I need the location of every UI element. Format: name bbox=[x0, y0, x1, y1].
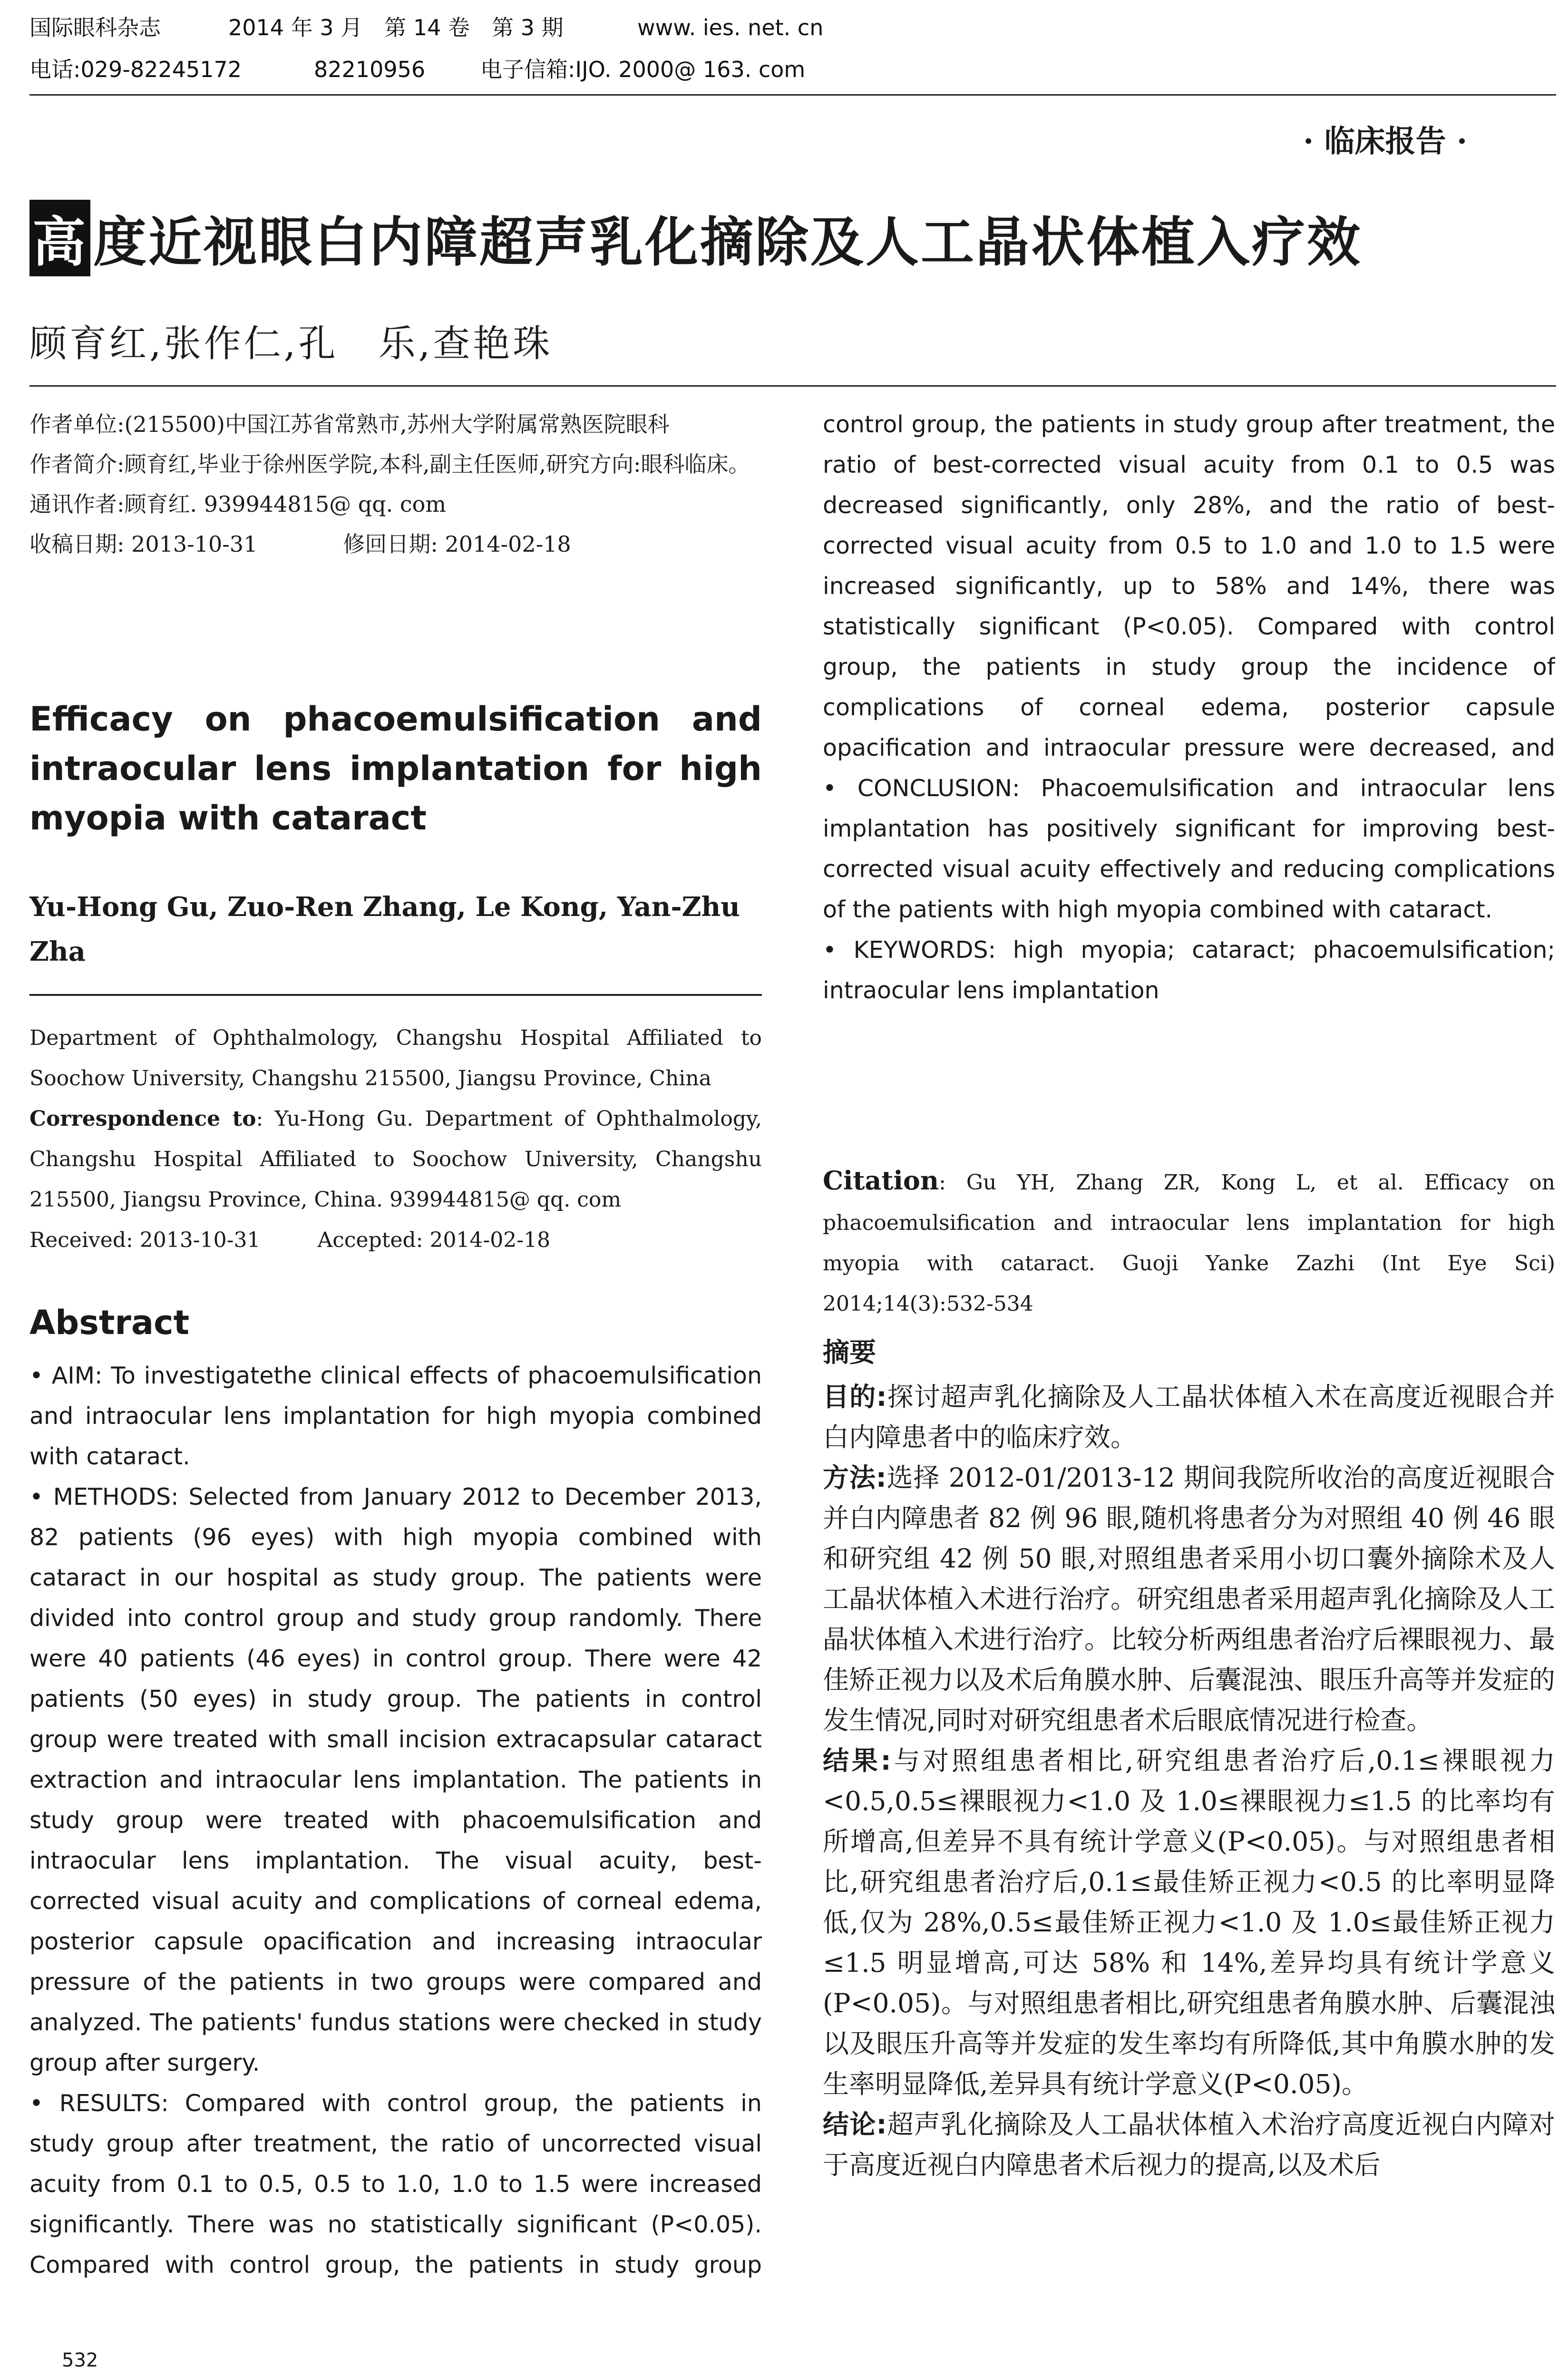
affiliation-correspondence bbox=[29, 1099, 762, 1220]
meta-dates bbox=[29, 524, 762, 564]
abstract-keywords bbox=[823, 930, 1555, 1011]
author-meta bbox=[29, 404, 762, 564]
methods-label: • METHODS: bbox=[29, 1483, 179, 1510]
abstract-results-continued bbox=[823, 404, 1555, 768]
journal-website[interactable]: www. ies. net. cn bbox=[637, 15, 824, 40]
cn-aim-label: 目的: bbox=[823, 1382, 887, 1412]
abstract-results bbox=[29, 2083, 762, 2285]
citation-text: : Gu YH, Zhang ZR, Kong L, et al. Efficacy on phacoemulsification and intraocular lens implantation for high myopia with cataract. Guoji Yanke Zazhi (Int Eye Sci) 2014;14(3):532-534 bbox=[823, 1170, 1555, 1316]
authors-rule bbox=[29, 994, 762, 996]
cn-conclusion bbox=[823, 2104, 1555, 2185]
journal-email[interactable]: 电子信箱:IJO. 2000@ 163. com bbox=[480, 57, 806, 82]
english-title: Efficacy on phacoemulsification and intraocular lens implantation for high myopia with cataract bbox=[29, 700, 762, 838]
en-accepted: Accepted: 2014-02-18 bbox=[317, 1228, 551, 1252]
title-drop-cap: 高 bbox=[29, 200, 90, 276]
meta-intro: 作者简介:顾育红,毕业于徐州医学院,本科,副主任医师,研究方向:眼科临床。 bbox=[29, 451, 750, 477]
journal-issue: 2014 年 3 月 第 14 卷 第 3 期 bbox=[228, 15, 564, 40]
cn-conclusion-label: 结论: bbox=[823, 2109, 887, 2140]
abstract-right bbox=[823, 404, 1555, 1011]
affiliation-dates bbox=[29, 1220, 762, 1260]
abstract-methods bbox=[29, 1477, 762, 2083]
en-received: Received: 2013-10-31 bbox=[29, 1228, 261, 1252]
meta-received: 收稿日期: 2013-10-31 bbox=[29, 531, 258, 557]
cn-results-text: 与对照组患者相比,研究组患者治疗后,0.1≤裸眼视力<0.5,0.5≤裸眼视力<1.0 及 1.0≤裸眼视力≤1.5 的比率均有所增高,但差异不具有统计学意义(P<0.05)。与对照组患者相比,研究组患者治疗后,0.1≤最佳矫正视力<0.5 的比率明显降低,仅为 28%,0.5≤最佳矫正视力<1.0 及 1.0≤最佳矫正视力≤1.5 明显增高,可达 58% 和 14%,差异均具有统计学意义(P<0.05)。与对照组患者相比,研究组患者角膜水肿、后囊混浊以及眼压升高等并发症的发生率均有所降低,其中角膜水肿的发生率明显降低,差异具有统计学意义(P<0.05)。 bbox=[823, 1745, 1555, 2099]
journal-name: 国际眼科杂志 bbox=[29, 15, 161, 40]
cn-abstract-heading: 摘要 bbox=[823, 1337, 876, 1368]
results-text: Compared with control group, the patients in study group after treatment, the ratio of uncorrected visual acuity from 0.1 to 0.5, 0.5 to 1.0, 1.0 to 1.5 were increased significantly. There was no statistically significant (P<0.05). Compared with control group, the patients in study group bbox=[29, 2090, 762, 2279]
abstract-left bbox=[29, 1355, 762, 2285]
journal-phone: 电话:029-82245172 bbox=[29, 57, 242, 82]
abstract-heading: Abstract bbox=[29, 1303, 190, 1342]
cn-methods-label: 方法: bbox=[823, 1462, 886, 1493]
results-label: • RESULTS: bbox=[29, 2090, 169, 2117]
correspondence-text: : Yu-Hong Gu. Department of Ophthalmology, Changshu Hospital Affiliated to Soochow University, Changshu 215500, Jiangsu Province, China. 939944815@ qq. com bbox=[29, 1107, 762, 1212]
results-continued-text: control group, the patients in study group after treatment, the ratio of best-corrected visual acuity from 0.1 to 0.5 was decreased significantly, only 28%, and the ratio of best-corrected visual acuity from 0.5 to 1.0 and 1.0 to 1.5 were increased significantly, up to 58% and 14%, there was statistically significant (P<0.05). Compared with control group, the patients in study group the incidence of complications of corneal edema, posterior capsule opacification and intraocular pressure were decreased, and bbox=[823, 411, 1555, 761]
cn-methods-text: 选择 2012-01/2013-12 期间我院所收治的高度近视眼合并白内障患者 82 例 96 眼,随机将患者分为对照组 40 例 46 眼和研究组 42 例 50 眼,对照组患者采用小切口囊外摘除术及人工晶状体植入术进行治疗。研究组患者采用超声乳化摘除及人工晶状体植入术进行治疗。比较分析两组患者治疗后裸眼视力、最佳矫正视力以及术后角膜水肿、后囊混浊、眼压升高等并发症的发生情况,同时对研究组患者术后眼底情况进行检查。 bbox=[823, 1462, 1556, 1735]
conclusion-text: Phacoemulsification and intraocular lens implantation has positively significant for improving best-corrected visual acuity effectively and reducing complications of the patients with high myopia combined with cataract. bbox=[823, 775, 1555, 923]
correspondence-label: Correspondence to bbox=[29, 1107, 256, 1131]
section-tag: · 临床报告 · bbox=[1303, 124, 1468, 159]
page-number: 532 bbox=[62, 2349, 98, 2371]
aim-label: • AIM: bbox=[29, 1362, 103, 1389]
cn-methods bbox=[823, 1458, 1555, 1741]
cn-aim-text: 探讨超声乳化摘除及人工晶状体植入术在高度近视眼合并白内障患者中的临床疗效。 bbox=[823, 1382, 1555, 1452]
header-rule bbox=[29, 94, 1556, 96]
keywords-text: high myopia; cataract; phacoemulsification; intraocular lens implantation bbox=[823, 936, 1555, 1004]
authors-cn: 顾育红,张作仁,孔 乐,查艳珠 bbox=[29, 322, 553, 365]
english-authors: Yu-Hong Gu, Zuo-Ren Zhang, Le Kong, Yan-Zhu Zha bbox=[29, 891, 740, 967]
meta-unit: 作者单位:(215500)中国江苏省常熟市,苏州大学附属常熟医院眼科 bbox=[29, 411, 670, 437]
cn-aim bbox=[823, 1377, 1555, 1458]
journal-phone-2: 82210956 bbox=[314, 57, 426, 82]
title-rule bbox=[29, 385, 1556, 387]
keywords-label: • KEYWORDS: bbox=[823, 936, 996, 964]
cn-abstract bbox=[823, 1377, 1555, 2185]
conclusion-label: • CONCLUSION: bbox=[823, 775, 1020, 802]
abstract-conclusion bbox=[823, 768, 1555, 930]
cn-results bbox=[823, 1741, 1555, 2104]
abstract-aim bbox=[29, 1355, 762, 1477]
meta-corresponding: 通讯作者:顾育红. 939944815@ qq. com bbox=[29, 491, 446, 517]
citation-label: Citation bbox=[823, 1165, 939, 1196]
article-title bbox=[29, 200, 1362, 276]
citation-block bbox=[823, 1160, 1555, 1324]
aim-text: To investigatethe clinical effects of phacoemulsification and intraocular lens implantation for high myopia combined with cataract. bbox=[29, 1362, 762, 1470]
cn-conclusion-text: 超声乳化摘除及人工晶状体植入术治疗高度近视白内障对于高度近视白内障患者术后视力的提高,以及术后 bbox=[823, 2109, 1555, 2180]
title-rest: 度近视眼白内障超声乳化摘除及人工晶状体植入疗效 bbox=[93, 212, 1362, 273]
cn-results-label: 结果: bbox=[823, 1745, 891, 1776]
affiliation-block bbox=[29, 1018, 762, 1260]
methods-text: Selected from January 2012 to December 2013, 82 patients (96 eyes) with high myopia combined with cataract in our hospital as study group. The patients were divided into control group and study group randomly. There were 40 patients (46 eyes) in control group. There were 42 patients (50 eyes) in study group. The patients in control group were treated with small incision extracapsular cataract extraction and intraocular lens implantation. The patients in study group were treated with phacoemulsification and intraocular lens implantation. The visual acuity, best-corrected visual acuity and complications of corneal edema, posterior capsule opacification and increasing intraocular pressure of the patients in two groups were compared and analyzed. The patients' fundus stations were checked in study group after surgery. bbox=[29, 1483, 762, 2076]
affiliation-department: Department of Ophthalmology, Changshu Hospital Affiliated to Soochow University, Changshu 215500, Jiangsu Province, China bbox=[29, 1026, 762, 1091]
meta-revised: 修回日期: 2014-02-18 bbox=[343, 531, 571, 557]
